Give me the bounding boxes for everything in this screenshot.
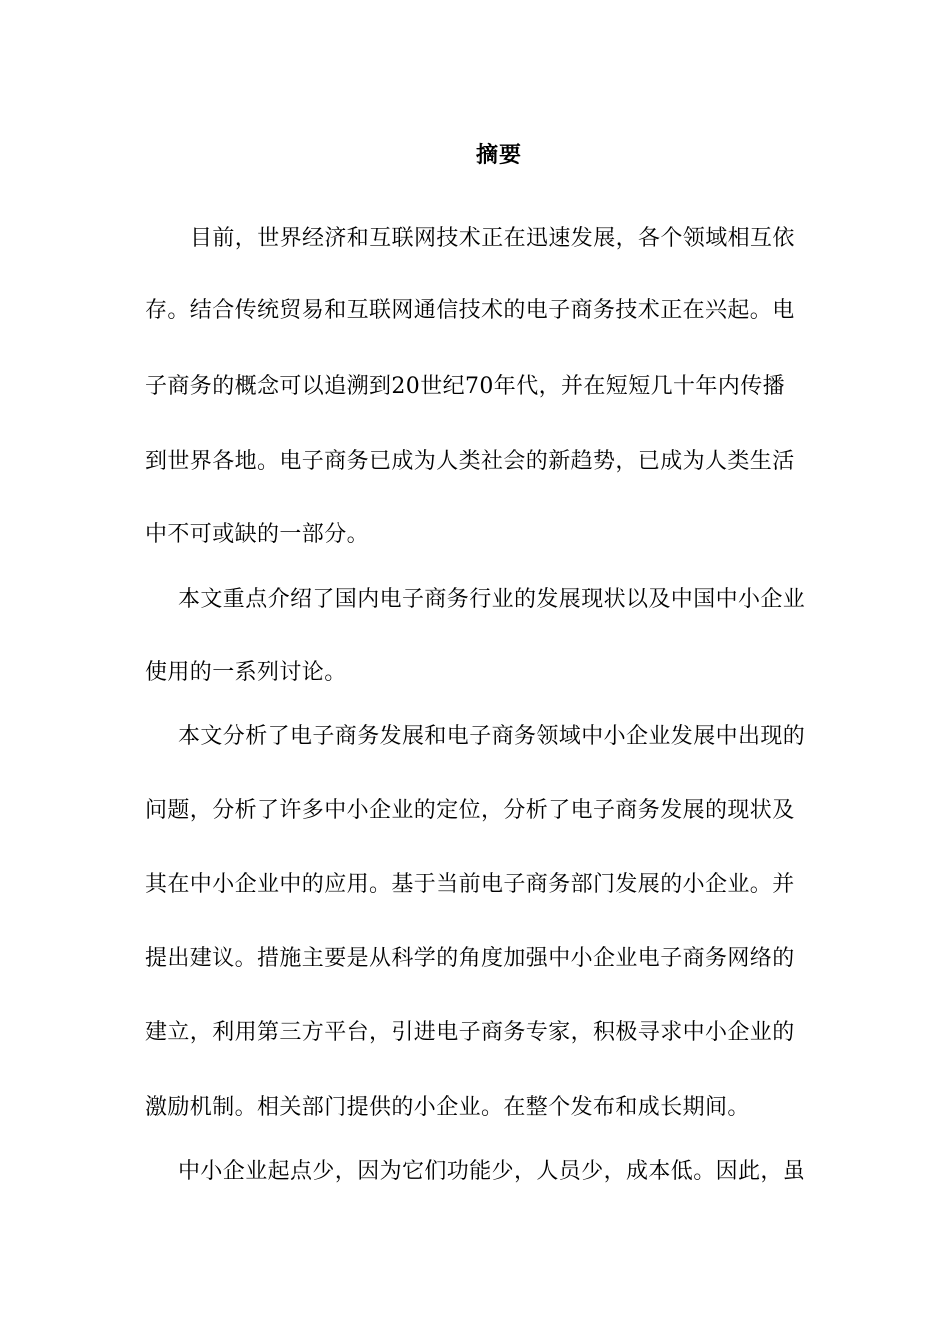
paragraph-line: 中不可或缺的一部分。 <box>145 522 370 547</box>
paragraph-line: 建立，利用第三方平台，引进电子商务专家，积极寻求中小企业的 <box>145 1020 795 1045</box>
paragraph-line: 到世界各地。电子商务已成为人类社会的新趋势，已成为人类生活 <box>145 449 795 474</box>
paragraph-line: 激励机制。相关部门提供的小企业。在整个发布和成长期间。 <box>145 1095 750 1120</box>
paragraph-line: 中小企业起点少，因为它们功能少，人员少，成本低。因此，虽 <box>178 1159 806 1184</box>
paragraph-line: 目前，世界经济和互联网技术正在迅速发展，各个领域相互依 <box>190 226 795 251</box>
paragraph-line: 子商务的概念可以追溯到20世纪70年代，并在短短几十年内传播 <box>145 374 785 399</box>
paragraph-line: 存。结合传统贸易和互联网通信技术的电子商务技术正在兴起。电 <box>145 298 795 323</box>
paragraph-line: 使用的一系列讨论。 <box>145 660 347 685</box>
paragraph-line: 其在中小企业中的应用。基于当前电子商务部门发展的小企业。并 <box>145 872 795 897</box>
paragraph-line: 提出建议。措施主要是从科学的角度加强中小企业电子商务网络的 <box>145 946 795 971</box>
paragraph-line: 本文重点介绍了国内电子商务行业的发展现状以及中国中小企业 <box>178 587 806 612</box>
paragraph-line: 问题，分析了许多中小企业的定位，分析了电子商务发展的现状及 <box>145 798 795 823</box>
page-title: 摘要 <box>475 143 522 168</box>
paragraph-line: 本文分析了电子商务发展和电子商务领域中小企业发展中出现的 <box>178 724 806 749</box>
